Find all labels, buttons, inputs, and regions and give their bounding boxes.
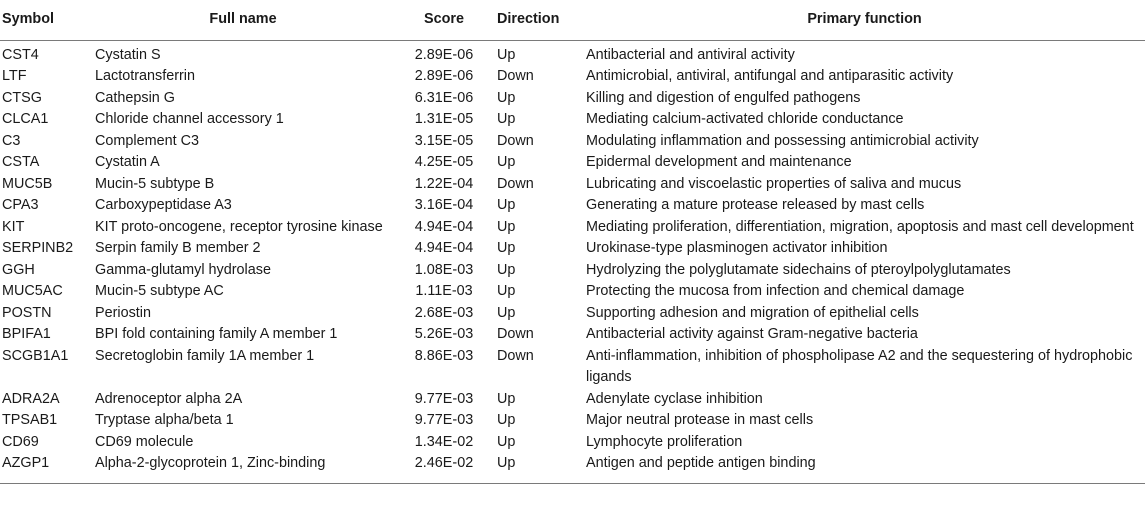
cell-full-name: Alpha-2-glycoprotein 1, Zinc-binding [93,453,393,483]
cell-primary-function: Antigen and peptide antigen binding [584,453,1145,483]
cell-direction: Up [497,89,516,106]
cell-full-name: Tryptase alpha/beta 1 [95,412,234,428]
cell-primary-function: Antibacterial and antiviral activity [586,46,795,63]
cell-symbol: LTF [2,68,27,84]
cell-symbol: BPIFA1 [2,326,51,342]
cell-score: 1.34E-02 [414,433,474,450]
cell-full-name: Serpin family B member 2 [95,240,261,256]
cell-direction: Up [497,433,516,450]
cell-symbol: SCGB1A1 [2,347,69,364]
cell-direction: Down [497,175,534,192]
cell-full-name: Chloride channel accessory 1 [95,111,284,127]
cell-symbol: POSTN [2,304,52,321]
header-row [0,0,1145,40]
cell-symbol: CTSG [2,89,42,106]
cell-primary-function: Killing and digestion of engulfed pathogens [586,89,861,106]
cell-score: 5.26E-03 [414,326,474,342]
cell-full-name: Mucin-5 subtype AC [95,283,224,299]
cell-full-name: Cystatin A [95,154,160,170]
header-direction: Direction [495,0,584,40]
table-row [0,346,1145,389]
cell-score: 3.15E-05 [414,132,474,149]
table-row [0,238,1145,260]
cell-symbol: CSTA [2,154,40,170]
cell-symbol: MUC5AC [2,283,63,299]
cell-symbol: CD69 [2,433,39,450]
cell-direction: Up [497,154,516,170]
cell-primary-function: Supporting adhesion and migration of epithelial cells [586,304,919,321]
cell-score: 1.08E-03 [414,261,474,278]
cell-score: 2.68E-03 [414,304,474,321]
cell-symbol: TPSAB1 [2,412,58,428]
table-row [0,40,1145,66]
cell-score: 9.77E-03 [414,390,474,407]
cell-direction: Down [497,326,534,342]
cell-score: 3.16E-04 [414,197,474,213]
cell-symbol: ADRA2A [2,390,60,407]
cell-symbol: CPA3 [2,197,39,213]
cell-direction: Down [497,347,534,364]
cell-full-name: Mucin-5 subtype B [95,175,215,192]
table-row [0,195,1145,217]
cell-full-name: CD69 molecule [95,433,194,450]
cell-symbol: KIT [2,218,25,235]
cell-symbol: GGH [2,261,35,278]
cell-score: 1.22E-04 [414,175,474,192]
cell-symbol: C3 [2,132,21,149]
cell-full-name: Adrenoceptor alpha 2A [95,390,243,407]
cell-direction: Up [497,390,516,407]
cell-score: 1.31E-05 [414,111,474,127]
cell-direction: Up [497,46,516,63]
cell-direction: Up [497,111,516,127]
table-row [0,152,1145,174]
cell-symbol: AZGP1 [0,453,93,483]
cell-primary-function: Mediating proliferation, differentiation, migration, apoptosis and mast cell development [586,218,1134,235]
cell-score: 4.94E-04 [414,240,474,256]
table-row [0,174,1145,196]
cell-score: 4.94E-04 [414,218,474,235]
table-row [0,131,1145,153]
cell-score: 6.31E-06 [414,89,474,106]
cell-primary-function: Hydrolyzing the polyglutamate sidechains of pteroylpolyglutamates [586,261,1011,278]
cell-symbol: SERPINB2 [2,240,74,256]
cell-direction: Down [497,68,534,84]
cell-full-name: Periostin [95,304,151,321]
header-score: Score [393,0,495,40]
table-row [0,260,1145,282]
header-primary-function: Primary function [584,0,1145,40]
table-row [0,217,1145,239]
cell-score: 8.86E-03 [414,347,474,364]
cell-full-name: BPI fold containing family A member 1 [95,326,338,342]
cell-direction: Up [497,240,516,256]
cell-full-name: Cystatin S [95,46,161,63]
table-header [0,0,1145,40]
cell-score: 9.77E-03 [414,412,474,428]
table-row [0,88,1145,110]
cell-score: 1.11E-03 [415,283,473,299]
cell-primary-function: Antibacterial activity against Gram-negative bacteria [586,326,918,342]
cell-symbol: MUC5B [2,175,53,192]
cell-direction: Up [497,304,516,321]
cell-direction: Up [497,283,516,299]
cell-primary-function: Lubricating and viscoelastic properties of saliva and mucus [586,175,962,192]
table-row [0,432,1145,454]
cell-primary-function: Adenylate cyclase inhibition [586,390,763,407]
cell-primary-function: Epidermal development and maintenance [586,154,852,170]
cell-score: 4.25E-05 [414,154,474,170]
cell-primary-function: Protecting the mucosa from infection and chemical damage [586,283,965,299]
cell-full-name: Complement C3 [95,132,199,149]
cell-full-name: Lactotransferrin [95,68,195,84]
header-symbol: Symbol [0,0,93,40]
cell-direction: Up [497,261,516,278]
cell-full-name: Cathepsin G [95,89,175,106]
cell-score: 2.89E-06 [414,46,474,63]
cell-primary-function: Urokinase-type plasminogen activator inhibition [586,240,888,256]
cell-full-name: KIT proto-oncogene, receptor tyrosine kinase [95,218,383,235]
cell-primary-function: Lymphocyte proliferation [586,433,743,450]
cell-direction: Down [497,132,534,149]
table-row [0,109,1145,131]
table-row [0,66,1145,88]
cell-direction: Up [495,453,584,483]
cell-primary-function: Generating a mature protease released by mast cells [586,197,925,213]
cell-primary-function: Antimicrobial, antiviral, antifungal and antiparasitic activity [586,68,954,84]
table-row [0,281,1145,303]
cell-full-name: Carboxypeptidase A3 [95,197,232,213]
table-row [0,324,1145,346]
header-full-name: Full name [93,0,393,40]
cell-direction: Up [497,197,516,213]
cell-primary-function: Mediating calcium-activated chloride conductance [586,111,904,127]
table-row [0,410,1145,432]
cell-direction: Up [497,218,516,235]
cell-primary-function: Anti-inflammation, inhibition of phospholipase A2 and the sequestering of hydrophobic ligands [586,347,1133,385]
table-body [0,40,1145,483]
cell-full-name: Gamma-glutamyl hydrolase [95,261,271,278]
cell-score: 2.46E-02 [393,453,495,483]
cell-full-name: Secretoglobin family 1A member 1 [95,347,315,364]
cell-symbol: CLCA1 [2,111,49,127]
table-row [0,389,1145,411]
cell-primary-function: Modulating inflammation and possessing antimicrobial activity [586,132,979,149]
table-row [0,303,1145,325]
cell-direction: Up [497,412,516,428]
table-row [0,453,1145,483]
cell-symbol: CST4 [2,46,39,63]
cell-score: 2.89E-06 [414,68,474,84]
cell-primary-function: Major neutral protease in mast cells [586,412,814,428]
